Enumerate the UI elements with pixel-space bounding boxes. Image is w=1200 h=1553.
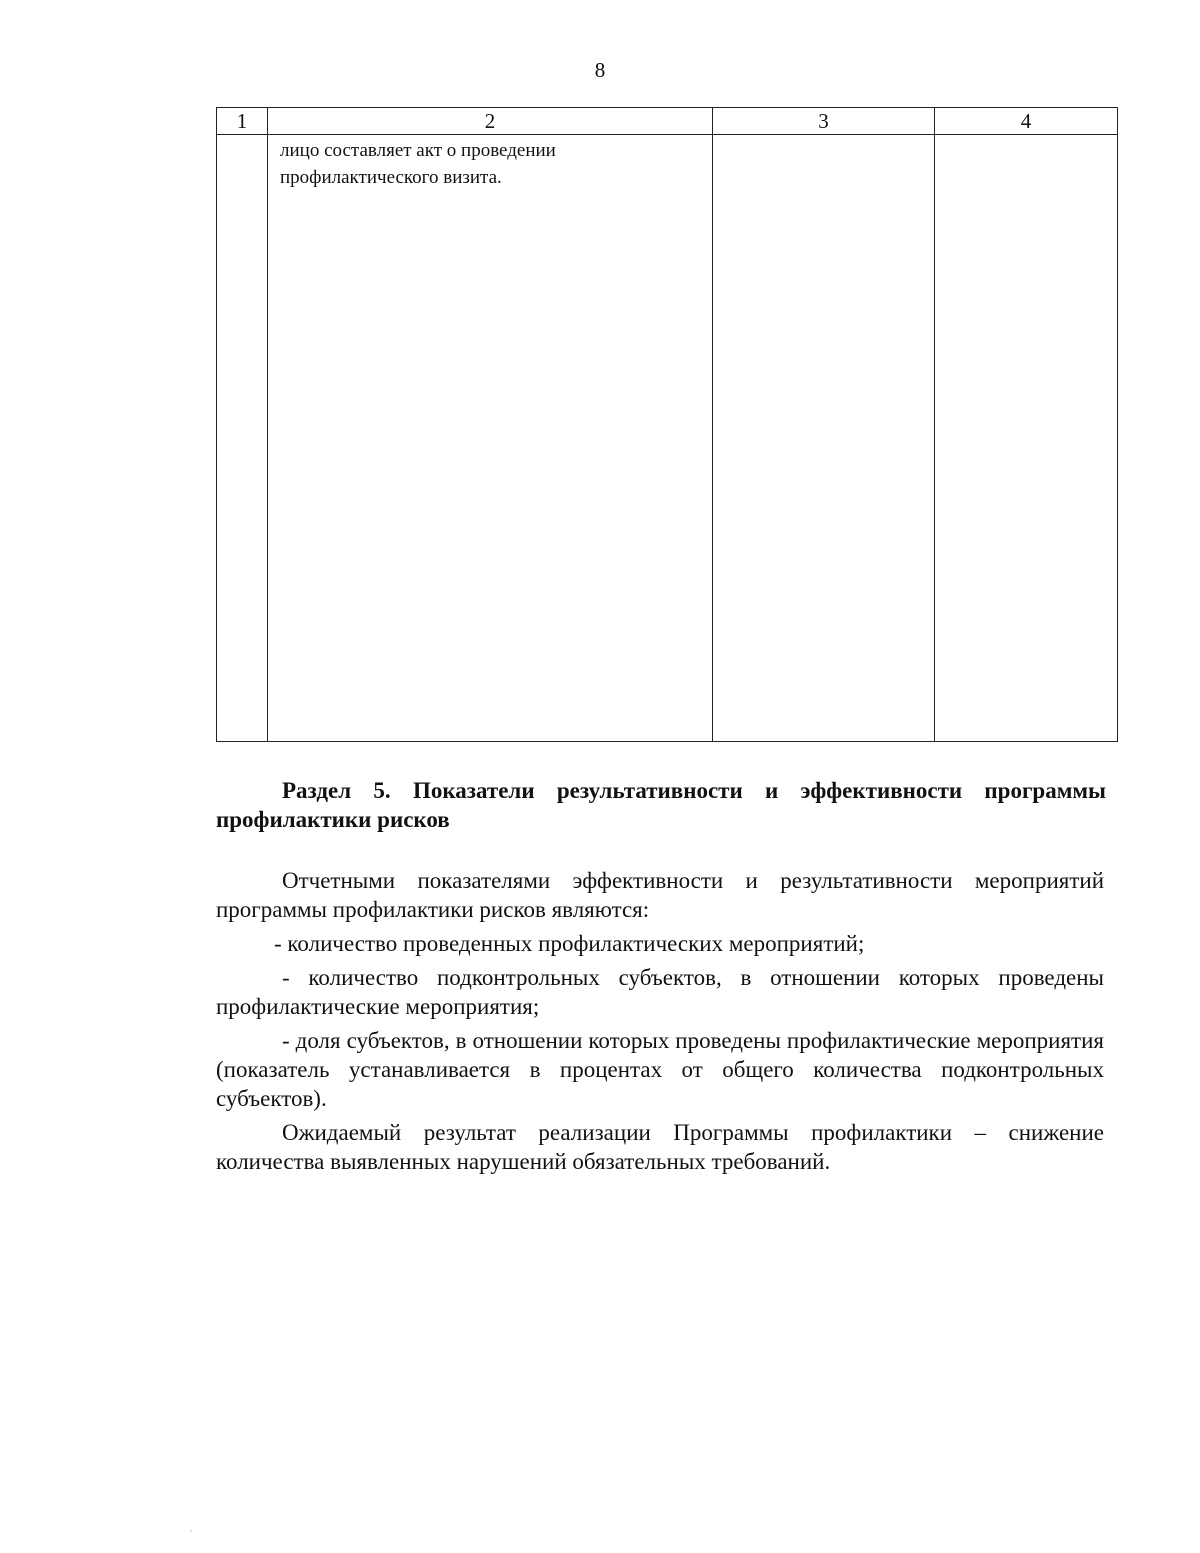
- table-header-cell: 3: [713, 108, 935, 135]
- cell-text: лицо составляет акт о проведении профилактического визита.: [280, 140, 556, 188]
- table-row: [217, 135, 1118, 742]
- paragraph: Отчетными показателями эффективности и результативности мероприятий программы профилактики рисков являются:: [216, 868, 1104, 922]
- table-header-cell: 4: [935, 108, 1118, 135]
- cell-text: [935, 135, 1117, 137]
- cell-text: [217, 135, 267, 137]
- cell-text: [713, 135, 934, 137]
- table-cell: [935, 135, 1118, 742]
- table-cell: [713, 135, 935, 742]
- table-header-cell: 1: [217, 108, 268, 135]
- page-number: 8: [594, 58, 606, 82]
- measures-table: [216, 107, 1118, 742]
- list-item: - количество проведенных профилактических мероприятий;: [274, 931, 865, 956]
- table-cell: [268, 135, 713, 742]
- list-item: - количество подконтрольных субъектов, в отношении которых проведены профилактические мероприятия;: [216, 965, 1104, 1019]
- section-body: [216, 866, 1104, 1181]
- scan-speck: [190, 1530, 192, 1532]
- table-cell: [217, 135, 268, 742]
- section-heading: Раздел 5. Показатели результативности и эффективности программы профилактики рисков: [216, 778, 1106, 832]
- paragraph: Ожидаемый результат реализации Программы профилактики – снижение количества выявленных нарушений обязательных требований.: [216, 1120, 1104, 1174]
- table-header-cell: 2: [268, 108, 713, 135]
- table-header-row: [217, 108, 1118, 135]
- list-item: - доля субъектов, в отношении которых проведены профилактические мероприятия (показатель устанавливается в процентах от общего количества подконтрольных субъектов).: [216, 1028, 1104, 1111]
